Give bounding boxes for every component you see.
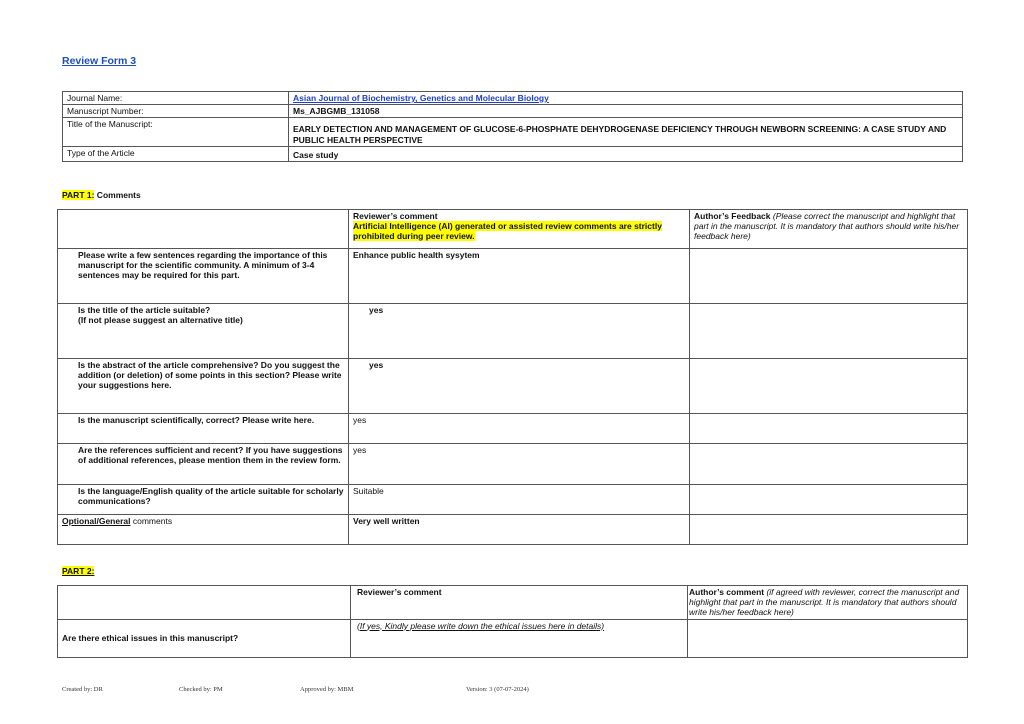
- part2-author-header: [688, 586, 968, 620]
- author-feedback-cell[interactable]: [690, 444, 968, 485]
- question-cell: Is the manuscript scientifically, correct? Please write here.: [58, 414, 349, 444]
- author-comment-title: Author’s comment: [689, 587, 765, 597]
- author-feedback-cell[interactable]: [690, 485, 968, 515]
- footer-created: Created by: DR: [62, 686, 103, 693]
- part1-author-header: [690, 210, 968, 249]
- title-label: Title of the Manuscript:: [63, 118, 289, 146]
- form-title: Review Form 3: [62, 55, 137, 67]
- part2-heading: [62, 566, 94, 576]
- manuscript-info-table: [62, 91, 963, 162]
- manuscript-title: EARLY DETECTION AND MANAGEMENT OF GLUCOSE-6-PHOSPHATE DEHYDROGENASE DEFICIENCY THROUGH NEWBORN SCREENING: A CASE STUDY AND PUBLIC HEALTH PERSPECTIVE: [289, 118, 963, 146]
- reviewer-comment[interactable]: Suitable: [349, 485, 690, 515]
- question-cell: Is the abstract of the article comprehensive? Do you suggest the addition (or deletion) of some points in this section? Please write your suggestions here.: [58, 359, 349, 414]
- manuscript-row: [63, 105, 963, 118]
- author-feedback-cell[interactable]: [690, 304, 968, 359]
- part1-header-row: [58, 210, 968, 249]
- article-type: Case study: [289, 146, 963, 161]
- optional-suffix: comments: [130, 516, 173, 526]
- journal-row: [63, 92, 963, 105]
- reviewer-header-text: Reviewer’s comment: [353, 211, 438, 221]
- question-cell: Please write a few sentences regarding the importance of this manuscript for the scientific community. A minimum of 3-4 sentences may be required for this part.: [58, 249, 349, 304]
- footer-approved: Approved by: MBM: [300, 686, 354, 693]
- part2-label: PART 2:: [62, 566, 95, 576]
- journal-label: Journal Name:: [63, 92, 289, 105]
- part1-label: PART 1:: [62, 190, 95, 200]
- ai-warning: Artificial Intelligence (AI) generated or assisted review comments are strictly prohibited during peer review.: [353, 221, 662, 242]
- reviewer-comment[interactable]: yes: [349, 414, 690, 444]
- footer-version: Version: 3 (07-07-2024): [466, 686, 529, 693]
- author-feedback-cell[interactable]: [690, 249, 968, 304]
- journal-link[interactable]: Asian Journal of Biochemistry, Genetics and Molecular Biology: [293, 93, 549, 103]
- table-row: [58, 359, 968, 414]
- reviewer-comment[interactable]: yes: [349, 359, 690, 414]
- table-row: [58, 249, 968, 304]
- reviewer-comment[interactable]: Enhance public health sysytem: [349, 249, 690, 304]
- author-comment-note: (if agreed with reviewer, correct the manuscript and highlight that part in the manuscript. It is mandatory that authors should write his/her feedback here): [689, 587, 960, 618]
- type-label: Type of the Article: [63, 146, 289, 161]
- author-feedback-cell[interactable]: [690, 515, 968, 545]
- part1-suffix: Comments: [94, 190, 141, 200]
- manuscript-number: Ms_AJBGMB_131058: [289, 105, 963, 118]
- footer-checked: Checked by: PM: [179, 686, 223, 693]
- part2-header-row: [58, 586, 968, 620]
- part1-reviewer-header: [349, 210, 690, 249]
- reviewer-comment[interactable]: yes: [349, 304, 690, 359]
- part2-corner-cell: [58, 586, 351, 620]
- ethics-comment[interactable]: (If yes, Kindly please write down the ethical issues here in details): [351, 619, 688, 657]
- question-cell: Are the references sufficient and recent? If you have suggestions of additional references, please mention them in the review form.: [58, 444, 349, 485]
- author-feedback-cell[interactable]: [690, 359, 968, 414]
- part1-table: [57, 209, 968, 545]
- type-row: [63, 146, 963, 161]
- part1-corner-cell: [58, 210, 349, 249]
- ethics-question: Are there ethical issues in this manuscript?: [58, 619, 351, 657]
- optional-comments-row: [58, 515, 968, 545]
- manuscript-label: Manuscript Number:: [63, 105, 289, 118]
- author-comment-cell[interactable]: [688, 619, 968, 657]
- reviewer-comment[interactable]: yes: [349, 444, 690, 485]
- author-feedback-title: Author’s Feedback: [694, 211, 771, 221]
- table-row: [58, 304, 968, 359]
- part2-table: [57, 585, 968, 658]
- question-cell: Is the language/English quality of the article suitable for scholarly communications?: [58, 485, 349, 515]
- question-cell: Is the title of the article suitable? (If not please suggest an alternative title): [58, 304, 349, 359]
- part1-heading: [62, 190, 141, 200]
- optional-comment[interactable]: Very well written: [349, 515, 690, 545]
- optional-general-label: Optional/General: [62, 516, 131, 526]
- table-row: [58, 444, 968, 485]
- author-feedback-note: (Please correct the manuscript and highlight that part in the manuscript. It is mandatory that authors should write his/her feedback here): [694, 211, 960, 242]
- author-feedback-cell[interactable]: [690, 414, 968, 444]
- part2-reviewer-header: Reviewer’s comment: [351, 586, 688, 620]
- table-row: [58, 485, 968, 515]
- title-row: [63, 118, 963, 146]
- ethics-row: [58, 619, 968, 657]
- optional-comments-label: [58, 515, 349, 545]
- table-row: [58, 414, 968, 444]
